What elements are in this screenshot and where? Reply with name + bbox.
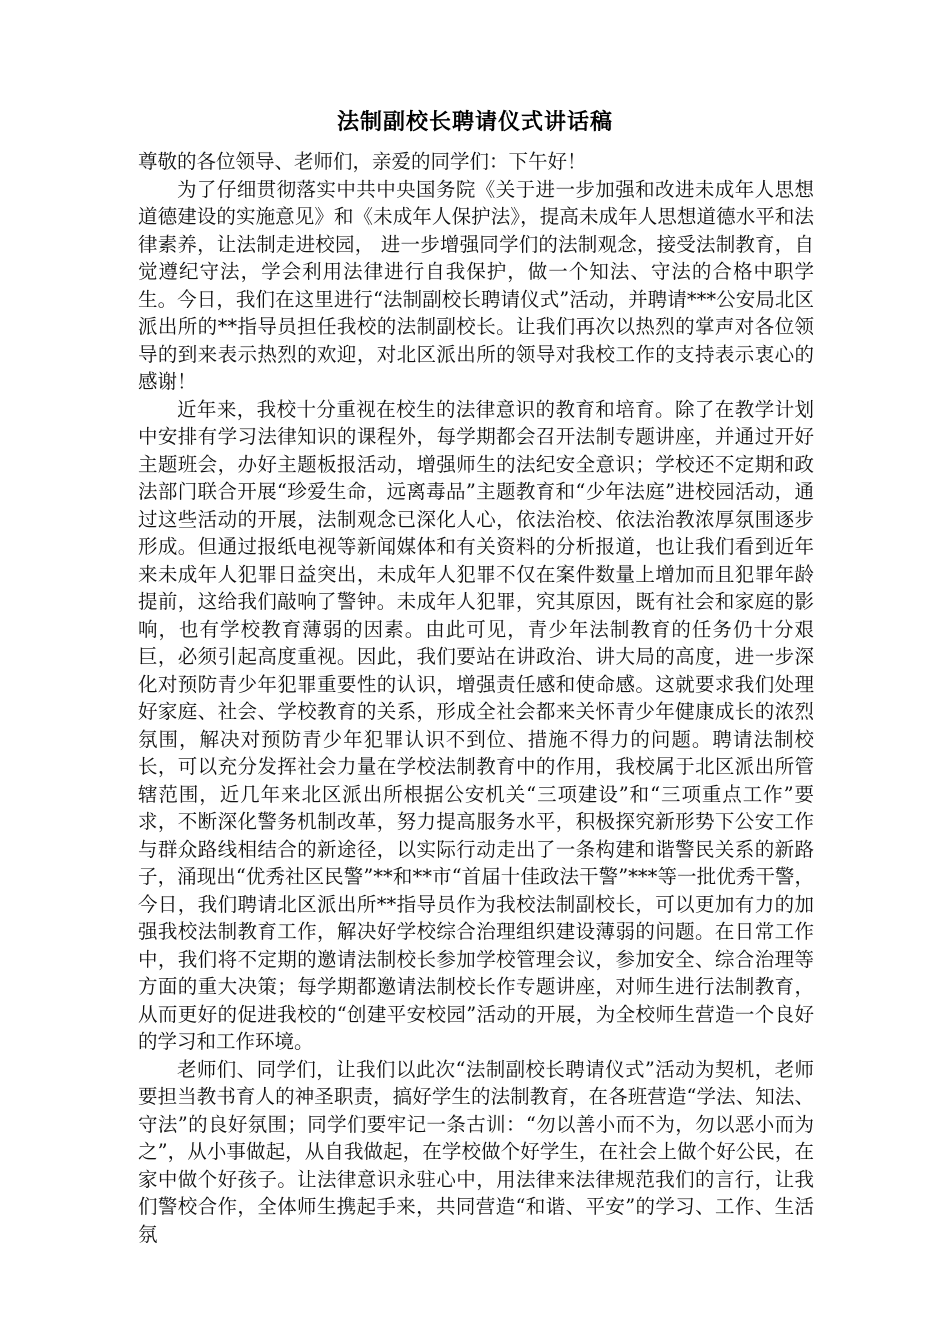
paragraph-3: 老师们、同学们，让我们以此次“法制副校长聘请仪式”活动为契机，老师要担当教书育人的神圣职责，搞好学生的法制教育，在各班营造“学法、知法、守法”的良好氛围；同学们要牢记一条古训：“勿以善小而不为，勿以恶小而为之”，从小事做起，从自我做起，在学校做个好学生，在社会上做个好公民，在家中做个好孩子。让法律意识永驻心中，用法律来法律规范我们的言行，让我们警校合作，全体师生携起手来，共同营造“和谐、平安”的学习、工作、生活氛 xyxy=(138,1057,814,1246)
paragraph-1: 为了仔细贯彻落实中共中央国务院《关于进一步加强和改进未成年人思想道德建设的实施意见》和《未成年人保护法》，提高未成年人思想道德水平和法律素养，让法制走进校园， 进一步增强同学们的法制观念，接受法制教育，自觉遵纪守法，学会利用法律进行自我保护，做一个知法、守法的合格中职学生。今日，我们在这里进行“法制副校长聘请仪式”活动，并聘请***公安局北区派出所的**指导员担任我校的法制副校长。让我们再次以热烈的掌声对各位领导的到来表示热烈的欢迎，对北区派出所的领导对我校工作的支持表示衷心的感谢！ xyxy=(138,177,814,393)
document-title: 法制副校长聘请仪式讲话稿 xyxy=(336,109,613,135)
paragraph-2: 近年来，我校十分重视在校生的法律意识的教育和培育。除了在教学计划中安排有学习法律知识的课程外，每学期都会召开法制专题讲座，并通过开好主题班会，办好主题板报活动，增强师生的法纪安全意识；学校还不定期和政法部门联合开展“珍爱生命，远离毒品”主题教育和“少年法庭”进校园活动，通过这些活动的开展，法制观念已深化人心，依法治校、依法治教浓厚氛围逐步形成。但通过报纸电视等新闻媒体和有关资料的分析报道，也让我们看到近年来未成年人犯罪日益突出，未成年人犯罪不仅在案件数量上增加而且犯罪年龄提前，这给我们敲响了警钟。未成年人犯罪，究其原因，既有社会和家庭的影响，也有学校教育薄弱的因素。由此可见，青少年法制教育的任务仍十分艰巨，必须引起高度重视。因此，我们要站在讲政治、讲大局的高度，进一步深化对预防青少年犯罪重要性的认识，增强责任感和使命感。这就要求我们处理好家庭、社会、学校教育的关系，形成全社会都来关怀青少年健康成长的浓烈氛围，解决对预防青少年犯罪认识不到位、措施不得力的问题。聘请法制校长，可以充分发挥社会力量在学校法制教育中的作用，我校属于北区派出所管辖范围，近几年来北区派出所根据公安机关“三项建设”和“三项重点工作”要求，不断深化警务机制改革，努力提高服务水平，积极探究新形势下公安工作与群众路线相结合的新途径，以实际行动走出了一条构建和谐警民关系的新路子，涌现出“优秀社区民警”**和**市“首届十佳政法干警”***等一批优秀干警，今日，我们聘请北区派出所**指导员作为我校法制副校长，可以更加有力的加强我校法制教育工作，解决好学校综合治理组织建设薄弱的问题。在日常工作中，我们将不定期的邀请法制校长参加学校管理会议，参加安全、综合治理等方面的重大决策；每学期都邀请法制校长作专题讲座，对师生进行法制教育，从而更好的促进我校的“创建平安校园”活动的开展，为全校师生营造一个良好的学习和工作环境。 xyxy=(138,397,814,1053)
document-body xyxy=(138,148,814,1248)
greeting-line: 尊敬的各位领导、老师们，亲爱的同学们：下午好！ xyxy=(138,150,587,173)
